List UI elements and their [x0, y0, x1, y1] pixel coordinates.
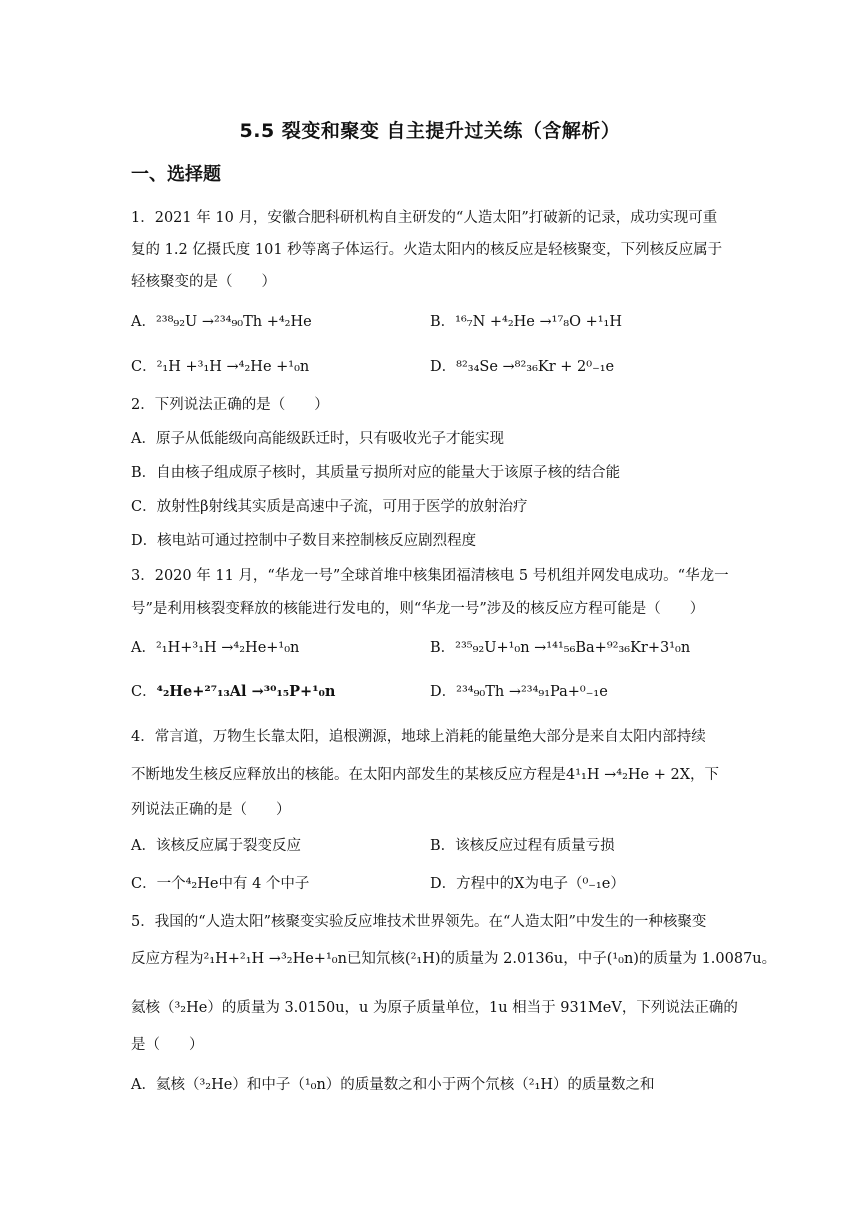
q3-option-d: D．²³⁴₉₀Th →²³⁴₉₁Pa+⁰₋₁e [430, 684, 608, 700]
q1-stem-line-1: 1．2021 年 10 月，安徽合肥科研机构自主研发的“人造太阳”打破新的记录，成功实现可重 [131, 210, 718, 226]
q2-option-a: A．原子从低能级向高能级跃迁时，只有吸收光子才能实现 [131, 431, 504, 447]
q1-option-a: A．²³⁸₉₂U →²³⁴₉₀Th +⁴₂He [131, 314, 312, 330]
q4-option-b: B．该核反应过程有质量亏损 [430, 838, 615, 854]
q1-option-b: B．¹⁶₇N +⁴₂He →¹⁷₈O +¹₁H [430, 314, 623, 330]
q4-stem-line-1: 4．常言道，万物生长靠太阳，追根溯源，地球上消耗的能量绝大部分是来自太阳内部持续 [131, 729, 706, 745]
q1-stem-line-2: 复的 1.2 亿摄氏度 101 秒等离子体运行。火造太阳内的核反应是轻核聚变，下列核反应属于 [131, 242, 723, 258]
q1-option-c: C．²₁H +³₁H →⁴₂He +¹₀n [131, 359, 310, 375]
q4-option-c: C．一个⁴₂He中有 4 个中子 [131, 876, 310, 892]
q5-stem-line-3: 氦核（³₂He）的质量为 3.0150u，u 为原子质量单位，1u 相当于 931MeV，下列说法正确的 [131, 1000, 738, 1016]
page-title: 5.5 裂变和聚变 自主提升过关练（含解析） [239, 120, 621, 142]
q5-option-a: A．氦核（³₂He）和中子（¹₀n）的质量数之和小于两个氘核（²₁H）的质量数之和 [131, 1077, 655, 1093]
q4-equation: 4¹₁H →⁴₂He + 2X [566, 767, 691, 783]
q2-option-d: D．核电站可通过控制中子数目来控制核反应剧烈程度 [131, 533, 477, 549]
q2-stem: 2．下列说法正确的是（ ） [131, 397, 329, 413]
q1-option-d: D．⁸²₃₄Se →⁸²₃₆Kr + 2⁰₋₁e [430, 359, 615, 375]
q3-option-c: C．⁴₂He+²⁷₁₃Al →³⁰₁₅P+¹₀n [131, 683, 336, 700]
q5-equation: ²₁H+²₁H →³₂He+¹₀n [203, 951, 347, 967]
q3-option-b: B．²³⁵₉₂U+¹₀n →¹⁴¹₅₆Ba+⁹²₃₆Kr+3¹₀n [430, 640, 691, 656]
q5-stem-line-1: 5．我国的“人造太阳”核聚变实验反应堆技术世界领先。在“人造太阳”中发生的一种核聚变 [131, 914, 707, 930]
q4-stem-line-3: 列说法正确的是（ ） [131, 802, 291, 818]
section-heading: 一、选择题 [131, 164, 221, 185]
q3-option-a: A．²₁H+³₁H →⁴₂He+¹₀n [131, 640, 300, 656]
q3-stem-line-1: 3．2020 年 11 月，“华龙一号”全球首堆中核集团福清核电 5 号机组并网发电成功。“华龙一 [131, 568, 729, 584]
q4-option-a: A．该核反应属于裂变反应 [131, 838, 301, 854]
q2-option-c: C．放射性β射线其实质是高速中子流，可用于医学的放射治疗 [131, 499, 528, 515]
q5-stem-line-4: 是（ ） [131, 1037, 204, 1053]
q2-option-b: B．自由核子组成原子核时，其质量亏损所对应的能量大于该原子核的结合能 [131, 465, 621, 481]
q4-stem-line-2: 不断地发生核反应释放出的核能。在太阳内部发生的某核反应方程是4¹₁H →⁴₂He + 2X，下 [131, 767, 720, 783]
q4-option-d: D．方程中的X为电子（⁰₋₁e） [430, 876, 625, 892]
q3-stem-line-2: 号”是利用核裂变释放的核能进行发电的，则“华龙一号”涉及的核反应方程可能是（ ） [131, 601, 705, 617]
q5-stem-line-2: 反应方程为²₁H+²₁H →³₂He+¹₀n已知氘核(²₁H)的质量为 2.0136u，中子(¹₀n)的质量为 1.0087u。 [131, 951, 777, 967]
q1-stem-line-3: 轻核聚变的是（ ） [131, 274, 276, 290]
